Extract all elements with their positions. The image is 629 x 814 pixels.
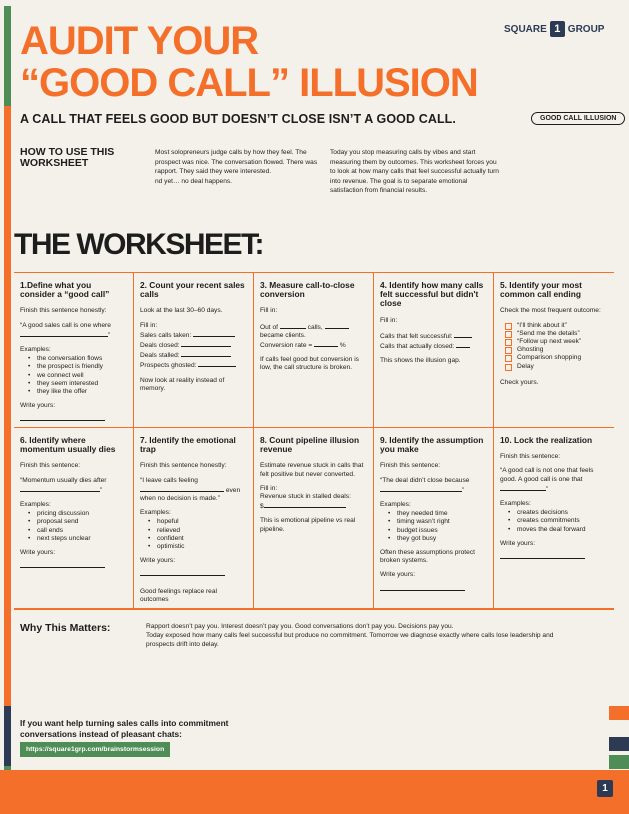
fill-blank[interactable] [325,322,349,329]
step-5-cell [494,273,614,428]
prompt-sentence: “The deal didn’t close because ” [380,476,470,494]
accent-square-green [609,755,629,769]
write-label: Write yours: [20,549,56,557]
instruction: Check the most frequent outcome: [500,307,601,315]
step-1-cell [14,273,134,428]
fill-row: Calls that felt successful: [380,331,487,341]
note: Check yours. [500,378,539,386]
cta-link-button[interactable]: https://square1grp.com/brainstormsession [20,742,170,757]
checkbox-option[interactable]: Ghosting [500,346,608,354]
list-item: • next steps unclear [20,535,127,543]
examples-label: Examples: [20,501,51,509]
why-line-1: Rapport doesn’t pay you. Interest doesn’t pay you. Good conversations don’t pay you. Decisions pay you. [146,623,454,630]
fill-row: Conversion rate = % [260,342,346,350]
list-item: • moves the deal forward [500,526,608,534]
list-item: • confident [140,535,247,543]
fill-blank[interactable] [264,501,346,508]
step-title: 9. Identify the assumption you make [380,435,484,455]
list-item: • they needed time [380,510,487,518]
why-line-2: Today exposed how many calls feel successful but produce no commitment. Tomorrow we diagnose exactly where calls lose leadership and prospects drift into delay. [146,632,554,649]
fill-row: Sales calls taken: [140,330,247,340]
fill-blank[interactable] [198,360,236,367]
prompt-sentence: “Momentum usually dies after ” [20,476,107,494]
examples-list [20,355,127,396]
list-item: • the prospect is friendly [20,363,127,371]
list-item: • call ends [20,527,127,535]
footer-bar [0,770,629,814]
list-item: • they got busy [380,535,487,543]
subtitle: A CALL THAT FEELS GOOD BUT DOESN’T CLOSE ISN’T A GOOD CALL. [20,112,456,126]
step-10-cell [494,428,614,610]
fill-blank[interactable] [181,340,231,347]
step-title: 2. Count your recent sales calls [140,280,245,300]
examples-label: Examples: [140,509,171,517]
step-6-cell [14,428,134,610]
note: If calls feel good but conversion is low, the call structure is broken. [260,356,359,372]
note: Good feelings replace real outcomes [140,587,217,603]
list-item: • relieved [140,527,247,535]
list-item: • budget issues [380,527,487,535]
fill-row: $ [260,501,367,511]
step-title: 8. Count pipeline illusion revenue [260,435,360,455]
list-item: • proposal send [20,518,127,526]
logo-text-left: SQUARE [504,23,547,35]
answer-blank[interactable] [140,485,224,492]
instruction: Finish this sentence: [380,462,441,470]
examples-list [500,509,608,534]
left-accent-stripe [4,6,11,804]
title-line-2: “GOOD CALL” ILLUSION [20,61,478,105]
fill-row: became clients. [260,331,306,339]
fill-row: Revenue stuck in stalled deals: [260,493,351,501]
checkbox-option[interactable]: Comparison shopping [500,354,608,362]
list-item: • they seem interested [20,380,127,388]
write-label: Write yours: [20,402,56,410]
note: This shows the illusion gap. [380,357,461,365]
note: Now look at reality instead of memory. [140,376,225,392]
list-item: • creates commitments [500,517,608,525]
why-text [146,622,566,650]
fill-label: Fill in: [260,484,278,492]
step-title: 1.Define what you consider a “good call” [20,280,110,300]
write-blank[interactable] [500,552,585,559]
examples-label: Examples: [500,500,531,508]
topic-badge: GOOD CALL ILLUSION [531,112,625,125]
intro-paragraph-2: Today you stop measuring calls by vibes and start measuring them by outcomes. This worksheet forces you to look at how many calls that feel successful actually turn into revenue. The goal is to separate emotional satisfaction from financial results. [330,149,499,195]
fill-blank[interactable] [454,331,472,338]
write-blank[interactable] [20,561,105,568]
instruction: Finish this sentence: [500,453,561,461]
step-title: 7. Identify the emotional trap [140,435,236,455]
step-title: 10. Lock the realization [500,435,593,445]
step-4-cell [374,273,494,428]
step-9-cell [374,428,494,610]
checkbox-option[interactable]: “Follow up next week” [500,338,608,346]
step-title: 4. Identify how many calls felt successful but didn't close [380,280,484,309]
fill-row: Prospects ghosted: [140,360,247,370]
fill-blank[interactable] [193,330,235,337]
worksheet-grid [14,272,614,609]
write-label: Write yours: [500,539,536,547]
checkbox-list [500,322,608,371]
fill-row: Deals closed: [140,340,247,350]
list-item: • timing wasn’t right [380,518,487,526]
step-title: 6. Identify where momentum usually dies [20,435,116,455]
footer-logo-icon: 1 [597,780,613,797]
cta-text: If you want help turning sales calls into commitment conversations instead of pleasant chats: [20,718,229,739]
write-blank[interactable] [380,584,465,591]
answer-blank[interactable] [20,330,108,337]
logo-text-right: GROUP [567,23,605,35]
intro-1-text: Most solopreneurs judge calls by how they feel. The prospect was nice. The conversation flowed. There was rapport. They said they were interested. [155,149,318,176]
list-item: • we connect well [20,372,127,380]
instruction: Finish this sentence: [20,462,81,470]
accent-square-orange [609,706,629,720]
instruction: Look at the last 30–60 days. [140,307,223,315]
brand-logo [504,21,604,37]
list-item: • creates decisions [500,509,608,517]
prompt-sentence: “I leave calls feeling even when no decision is made.” [140,476,241,503]
list-item: • pricing discussion [20,510,127,518]
fill-row: Calls that actually closed: [380,341,487,351]
title-line-1: AUDIT YOUR [20,19,259,63]
examples-label: Examples: [380,501,411,509]
fill-row: Deals stalled: [140,350,247,360]
page-title [20,20,478,104]
step-title: 3. Measure call-to-close conversion [260,280,355,300]
examples-label: Examples: [20,346,51,354]
fill-blank[interactable] [314,340,338,347]
examples-list [380,510,487,543]
answer-blank[interactable] [500,484,546,491]
list-item: • hopeful [140,518,247,526]
answer-blank[interactable] [20,485,100,492]
fill-blank[interactable] [280,322,306,329]
fill-label: Fill in: [140,321,158,329]
logo-square-icon: 1 [550,21,565,37]
list-item: • they like the offer [20,388,127,396]
list-item: • the conversation flows [20,355,127,363]
instruction: Estimate revenue stuck in calls that felt positive but never converted. [260,462,364,478]
fill-blank[interactable] [181,350,231,357]
instruction: Finish this sentence honestly: [20,307,107,315]
checkbox-option[interactable]: “I’ll think about it” [500,322,608,330]
accent-square-navy [609,737,629,751]
examples-list [140,518,247,551]
step-7-cell [134,428,254,610]
step-title: 5. Identify your most common call ending [500,280,582,300]
write-blank[interactable] [140,569,225,576]
fill-row: Out of calls, [260,322,367,332]
step-3-cell [254,273,374,428]
write-label: Write yours: [140,557,176,565]
note: This is emotional pipeline vs real pipeline. [260,517,356,533]
write-label: Write yours: [380,571,416,579]
fill-blank[interactable] [456,341,470,348]
step-8-cell [254,428,374,610]
why-heading: Why This Matters: [20,622,111,634]
step-2-cell [134,273,254,428]
how-to-heading: HOW TO USE THIS WORKSHEET [20,146,115,169]
prompt-sentence: “A good sales call is one where ” [20,321,111,339]
fill-label: Fill in: [380,316,398,324]
examples-list [20,510,127,543]
list-item: • optimistic [140,543,247,551]
prompt-sentence: “A good call is not one that feels good. A good call is one that ” [500,467,594,493]
checkbox-option[interactable]: “Send me the details” [500,330,608,338]
answer-blank[interactable] [380,485,462,492]
write-blank[interactable] [20,414,105,421]
checkbox-option[interactable]: Delay [500,363,608,371]
intro-1-tail: nd yet… no deal happens. [155,177,232,185]
worksheet-title: THE WORKSHEET: [14,228,263,261]
intro-paragraph-1 [155,148,320,186]
fill-label: Fill in: [260,307,278,315]
note: Often these assumptions protect broken systems. [380,549,475,565]
instruction: Finish this sentence honestly: [140,462,227,470]
